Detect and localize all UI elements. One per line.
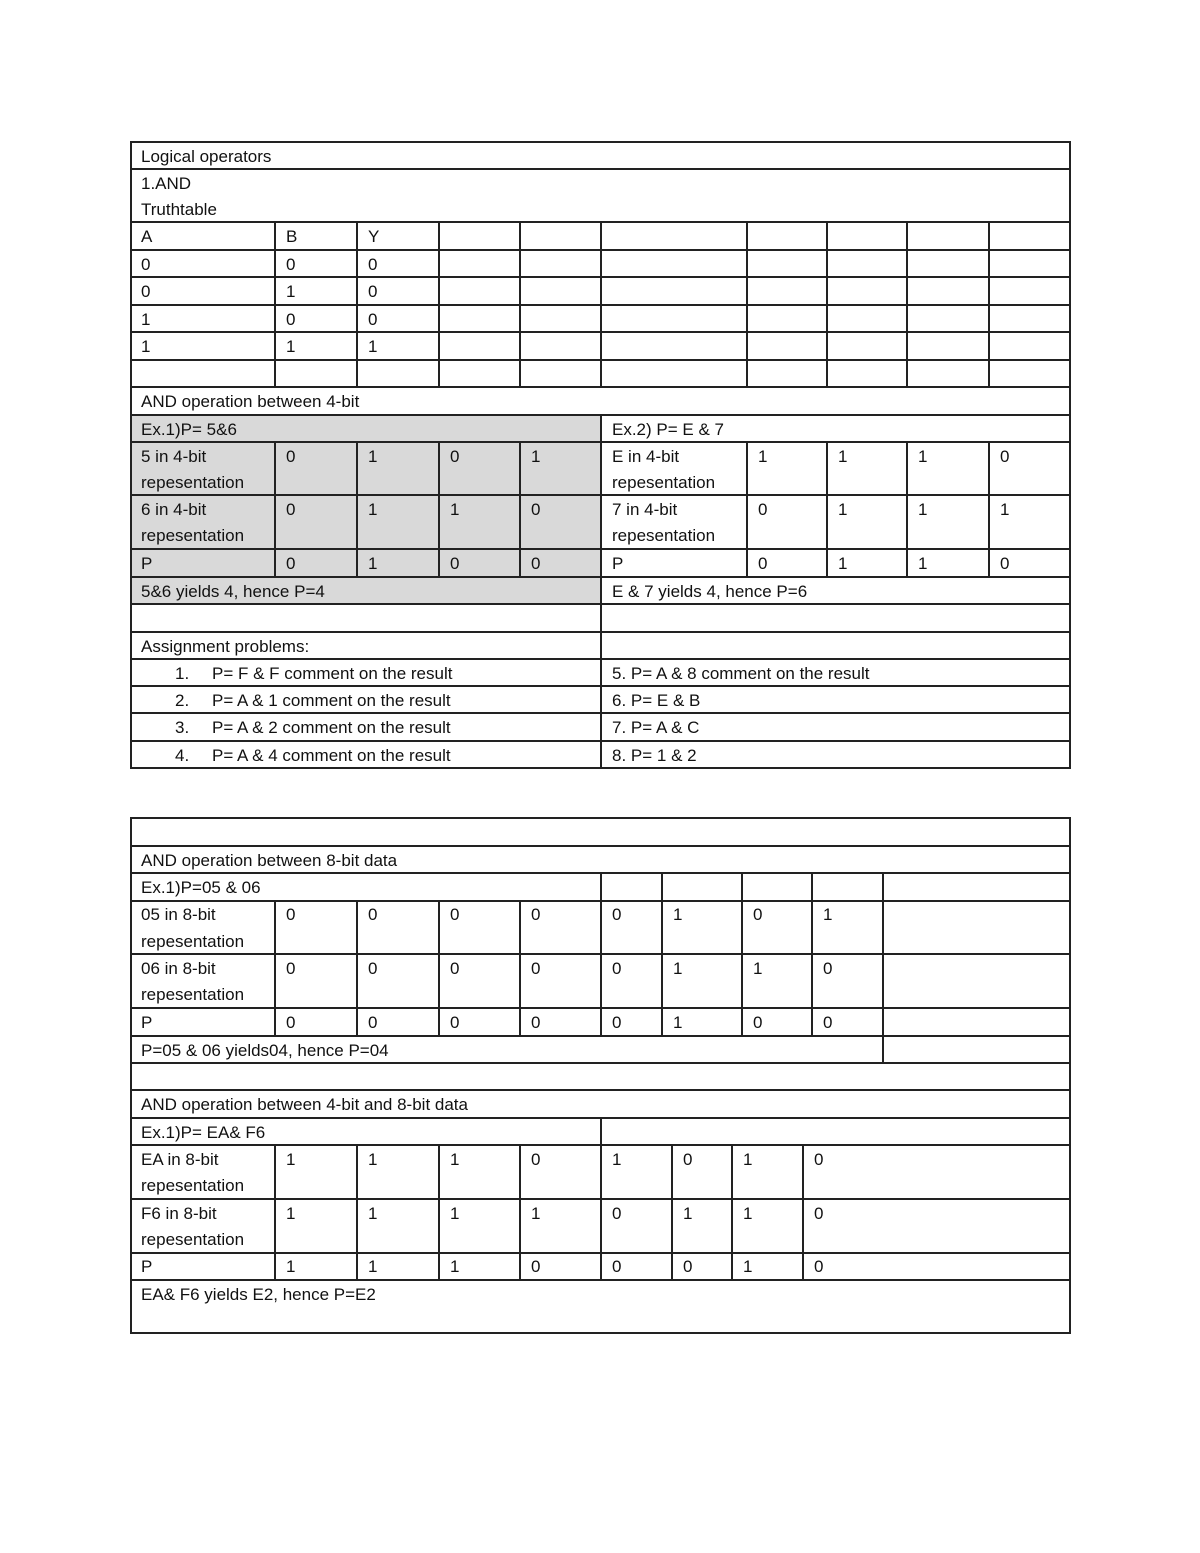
- ex2-row1-label-2: repesentation: [612, 473, 716, 492]
- ex8-bit: 0: [286, 1013, 296, 1032]
- ex2-row1-label: E in 4-bit: [612, 447, 680, 466]
- ex8-bit: 1: [673, 959, 683, 978]
- mix-bit: 0: [612, 1204, 622, 1223]
- ex2-bit: 1: [758, 447, 768, 466]
- ex8-p-label: P: [141, 1013, 153, 1032]
- ex8-bit: 1: [753, 959, 763, 978]
- truth-cell: 1: [286, 337, 296, 356]
- ex8-bit: 0: [286, 959, 296, 978]
- ex8-bit: 0: [753, 1013, 763, 1032]
- section-title: Logical operators: [141, 147, 272, 166]
- ex1-bit: 1: [368, 500, 378, 519]
- ex1-title: Ex.1)P= 5&6: [141, 420, 237, 439]
- mix-bit: 0: [814, 1150, 824, 1169]
- mix-bit: 1: [450, 1150, 460, 1169]
- op4-heading: AND operation between 4-bit: [141, 392, 360, 411]
- ex2-result: E & 7 yields 4, hence P=6: [612, 582, 808, 601]
- mix-row2-label-2: repesentation: [141, 1230, 245, 1249]
- ex1-bit: 0: [286, 500, 296, 519]
- mix-p-label: P: [141, 1257, 153, 1276]
- ex1-bit: 1: [450, 500, 460, 519]
- ex8-bit: 1: [823, 905, 833, 924]
- mix-bit: 1: [450, 1204, 460, 1223]
- ex2-bit: 0: [758, 500, 768, 519]
- ex2-row2-label: 7 in 4-bit: [612, 500, 678, 519]
- truthtable-heading: Truthtable: [141, 200, 217, 219]
- ex2-bit: 1: [838, 447, 848, 466]
- truth-cell: 0: [286, 310, 296, 329]
- mix-bit: 1: [368, 1257, 378, 1276]
- truth-cell: 1: [286, 282, 296, 301]
- truth-cell: 0: [368, 282, 378, 301]
- truth-cell: 0: [368, 255, 378, 274]
- ex8-bit: 0: [612, 959, 622, 978]
- assignment-item: 5. P= A & 8 comment on the result: [612, 664, 870, 683]
- ex8-bit: 0: [531, 1013, 541, 1032]
- truth-header-y: Y: [368, 227, 380, 246]
- mix-row1-label: EA in 8-bit: [141, 1150, 219, 1169]
- mix-bit: 1: [612, 1150, 622, 1169]
- mix-bit: 1: [531, 1204, 541, 1223]
- assignment-number: 1.: [175, 664, 190, 683]
- ex8-bit: 0: [286, 905, 296, 924]
- truth-header-a: A: [141, 227, 153, 246]
- mix-row2-label: F6 in 8-bit: [141, 1204, 217, 1223]
- mix-bit: 0: [683, 1257, 693, 1276]
- ex8-bit: 0: [450, 959, 460, 978]
- mix-bit: 1: [286, 1257, 296, 1276]
- assignment-item: P= A & 1 comment on the result: [212, 691, 451, 710]
- mix-bit: 1: [743, 1257, 753, 1276]
- ex2-bit: 1: [918, 447, 928, 466]
- truth-cell: 1: [141, 337, 151, 356]
- ex8-bit: 0: [368, 959, 378, 978]
- ex8-bit: 0: [753, 905, 763, 924]
- ex8-row2-label-2: repesentation: [141, 985, 245, 1004]
- truth-header-b: B: [286, 227, 298, 246]
- mix-bit: 0: [814, 1257, 824, 1276]
- ex8-bit: 1: [673, 1013, 683, 1032]
- assignment-item: 7. P= A & C: [612, 718, 700, 737]
- ex8-bit: 0: [450, 1013, 460, 1032]
- ex1-row1-label: 5 in 4-bit: [141, 447, 207, 466]
- ex1-bit: 1: [531, 447, 541, 466]
- ex1-p-label: P: [141, 554, 153, 573]
- truth-cell: 0: [141, 282, 151, 301]
- truth-cell: 0: [368, 310, 378, 329]
- ex2-bit: 0: [758, 554, 768, 573]
- ex8-row1-label: 05 in 8-bit: [141, 905, 216, 924]
- ex1-bit: 0: [286, 447, 296, 466]
- mix-bit: 1: [450, 1257, 460, 1276]
- ex8-bit: 0: [531, 959, 541, 978]
- ex8-row1-label-2: repesentation: [141, 932, 245, 951]
- ex8-bit: 1: [673, 905, 683, 924]
- assignment-item: P= F & F comment on the result: [212, 664, 453, 683]
- ex1-row1-label-2: repesentation: [141, 473, 245, 492]
- ex1-bit: 1: [368, 554, 378, 573]
- op8-heading: AND operation between 8-bit data: [141, 851, 398, 870]
- ex8-title: Ex.1)P=05 & 06: [141, 878, 261, 897]
- ex1-bit: 0: [450, 447, 460, 466]
- ex2-p-label: P: [612, 554, 624, 573]
- ex8-bit: 0: [368, 905, 378, 924]
- ex2-bit: 0: [1000, 447, 1010, 466]
- assignment-number: 3.: [175, 718, 190, 737]
- ex8-bit: 0: [368, 1013, 378, 1032]
- assignment-item: P= A & 4 comment on the result: [212, 746, 451, 765]
- ex8-bit: 0: [450, 905, 460, 924]
- ex8-result: P=05 & 06 yields04, hence P=04: [141, 1041, 389, 1060]
- mix-bit: 0: [531, 1150, 541, 1169]
- ex1-result: 5&6 yields 4, hence P=4: [141, 582, 325, 601]
- mix-bit: 1: [286, 1150, 296, 1169]
- mix-bit: 0: [612, 1257, 622, 1276]
- assignment-number: 4.: [175, 746, 190, 765]
- ex8-bit: 0: [612, 905, 622, 924]
- truth-cell: 1: [141, 310, 151, 329]
- ex1-bit: 0: [531, 500, 541, 519]
- operator-heading: 1.AND: [141, 174, 192, 193]
- ex2-bit: 1: [838, 500, 848, 519]
- ex2-row2-label-2: repesentation: [612, 526, 716, 545]
- mix-bit: 1: [743, 1150, 753, 1169]
- mix-bit: 0: [531, 1257, 541, 1276]
- mix-bit: 0: [814, 1204, 824, 1223]
- ex8-bit: 0: [823, 959, 833, 978]
- mix-bit: 1: [368, 1150, 378, 1169]
- ex1-row2-label-2: repesentation: [141, 526, 245, 545]
- mix-bit: 1: [286, 1204, 296, 1223]
- assignment-heading: Assignment problems:: [141, 637, 310, 656]
- assignment-item: 8. P= 1 & 2: [612, 746, 697, 765]
- ex2-bit: 1: [1000, 500, 1010, 519]
- assignment-item: 6. P= E & B: [612, 691, 701, 710]
- ex2-bit: 1: [918, 500, 928, 519]
- mix-result: EA& F6 yields E2, hence P=E2: [141, 1285, 376, 1304]
- ex8-row2-label: 06 in 8-bit: [141, 959, 216, 978]
- mix-heading: AND operation between 4-bit and 8-bit data: [141, 1095, 468, 1114]
- mix-bit: 1: [683, 1204, 693, 1223]
- assignment-number: 2.: [175, 691, 190, 710]
- ex8-bit: 0: [531, 905, 541, 924]
- mix-row1-label-2: repesentation: [141, 1176, 245, 1195]
- truth-cell: 0: [286, 255, 296, 274]
- ex1-bit: 0: [531, 554, 541, 573]
- ex1-bit: 1: [368, 447, 378, 466]
- mix-ex-title: Ex.1)P= EA& F6: [141, 1123, 266, 1142]
- mix-bit: 1: [743, 1204, 753, 1223]
- mix-bit: 0: [683, 1150, 693, 1169]
- truth-cell: 1: [368, 337, 378, 356]
- ex8-bit: 0: [612, 1013, 622, 1032]
- ex2-title: Ex.2) P= E & 7: [612, 420, 724, 439]
- ex2-bit: 0: [1000, 554, 1010, 573]
- ex2-bit: 1: [838, 554, 848, 573]
- assignment-item: P= A & 2 comment on the result: [212, 718, 451, 737]
- ex1-bit: 0: [450, 554, 460, 573]
- truth-cell: 0: [141, 255, 151, 274]
- ex8-bit: 0: [823, 1013, 833, 1032]
- ex1-row2-label: 6 in 4-bit: [141, 500, 207, 519]
- ex2-bit: 1: [918, 554, 928, 573]
- ex1-bit: 0: [286, 554, 296, 573]
- mix-bit: 1: [368, 1204, 378, 1223]
